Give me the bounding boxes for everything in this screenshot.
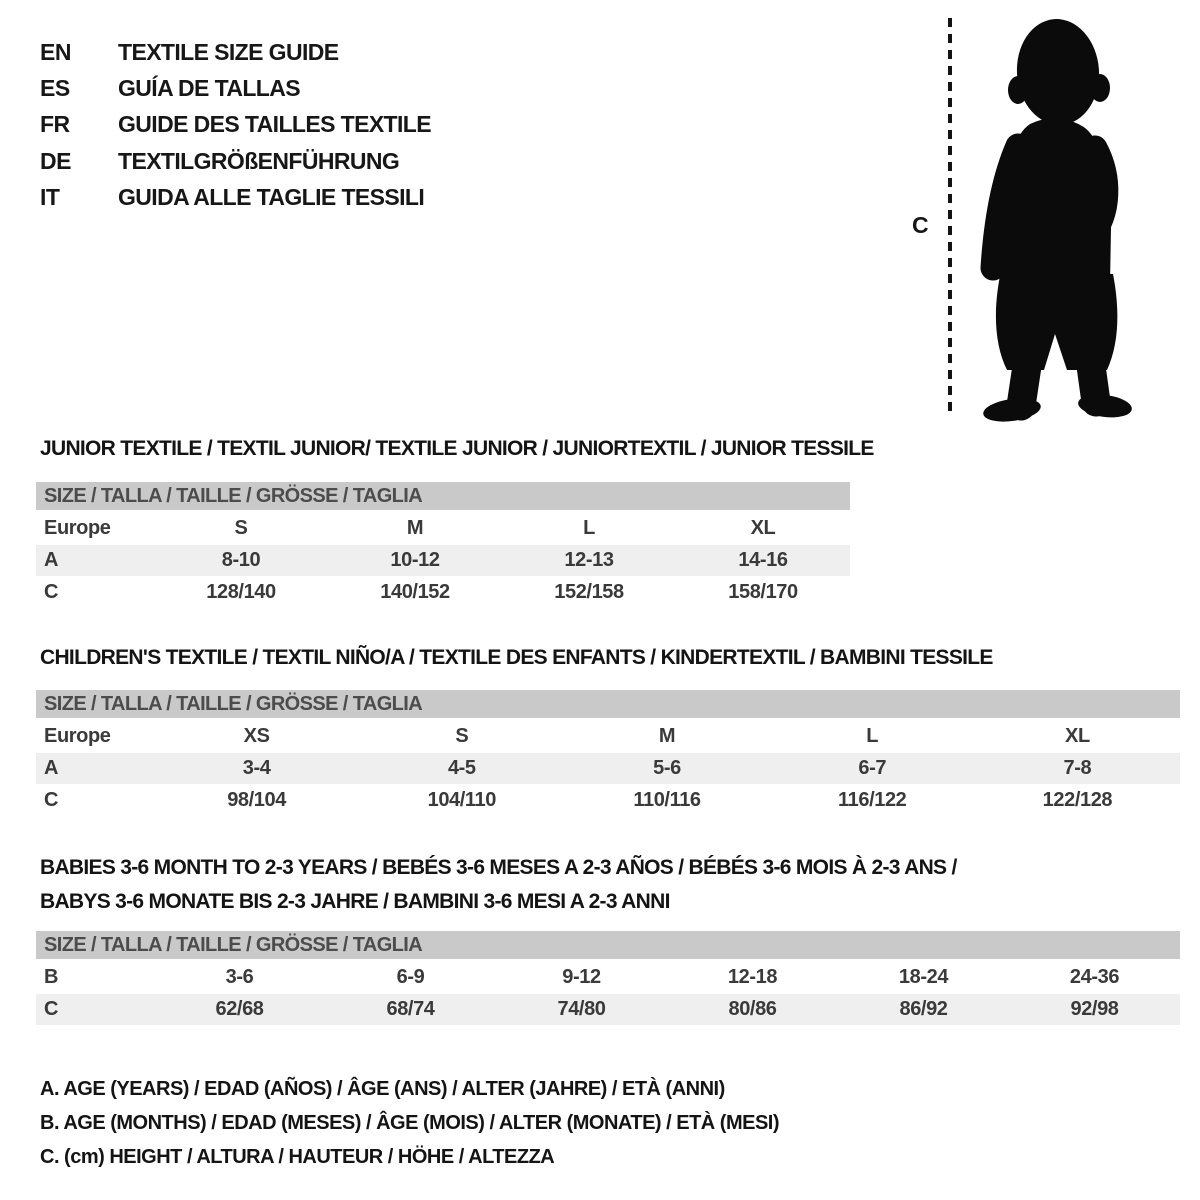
language-code: FR xyxy=(40,111,70,138)
guide-title-es: GUÍA DE TALLAS xyxy=(118,75,300,102)
height-cell: 92/98 xyxy=(1070,998,1119,1020)
guide-title-it: GUIDA ALLE TAGLIE TESSILI xyxy=(118,184,425,211)
language-row-de xyxy=(40,143,431,179)
language-row-es xyxy=(40,70,431,106)
legend-age-months: B. AGE (MONTHS) / EDAD (MESES) / ÂGE (MOIS) / ALTER (MONATE) / ETÀ (MESI) xyxy=(40,1112,780,1134)
table-row-age-years xyxy=(36,545,850,576)
measurement-legend xyxy=(40,1072,779,1174)
size-cell: L xyxy=(866,725,879,747)
height-measure-label: C xyxy=(912,212,929,238)
babies-title-line-1: BABIES 3-6 MONTH TO 2-3 YEARS / BEBÉS 3-6 MESES A 2-3 AÑOS / BÉBÉS 3-6 MOIS À 2-3 ANS / xyxy=(40,856,957,879)
size-cell: XL xyxy=(750,517,776,539)
row-label: B xyxy=(44,966,59,988)
language-row-fr xyxy=(40,107,431,143)
age-cell: 4-5 xyxy=(447,757,476,779)
junior-section-title: JUNIOR TEXTILE / TEXTIL JUNIOR/ TEXTILE JUNIOR / JUNIORTEXTIL / JUNIOR TESSILE xyxy=(40,437,874,460)
age-cell: 3-4 xyxy=(242,757,271,779)
table-row-height-cm xyxy=(36,994,1180,1025)
table-row-age-years xyxy=(36,753,1180,784)
language-code: EN xyxy=(40,38,71,65)
height-cell: 86/92 xyxy=(899,998,948,1020)
language-code: ES xyxy=(40,75,70,102)
toddler-silhouette-icon xyxy=(968,16,1140,422)
guide-title-fr: GUIDE DES TAILLES TEXTILE xyxy=(118,111,431,138)
size-cell: XL xyxy=(1065,725,1090,747)
size-cell: XS xyxy=(243,725,270,747)
size-cell: M xyxy=(406,517,424,539)
age-cell: 9-12 xyxy=(562,966,601,988)
language-row-it xyxy=(40,180,431,216)
age-cell: 6-7 xyxy=(858,757,887,779)
height-cell: 80/86 xyxy=(728,998,777,1020)
age-cell: 10-12 xyxy=(390,549,440,571)
row-label: C xyxy=(44,789,59,811)
age-cell: 24-36 xyxy=(1069,966,1120,988)
legend-height-cm: C. (cm) HEIGHT / ALTURA / HAUTEUR / HÖHE / ALTEZZA xyxy=(40,1146,555,1168)
height-cell: 62/68 xyxy=(215,998,264,1020)
height-cell: 104/110 xyxy=(427,789,496,811)
row-label: A xyxy=(44,549,59,571)
height-cell: 74/80 xyxy=(557,998,606,1020)
table-row-age-months xyxy=(36,962,1180,993)
age-cell: 3-6 xyxy=(225,966,254,988)
age-cell: 14-16 xyxy=(738,549,788,571)
row-label: Europe xyxy=(44,517,111,539)
size-header-bar: SIZE / TALLA / TAILLE / GRÖSSE / TAGLIA xyxy=(36,482,850,510)
age-cell: 5-6 xyxy=(653,757,681,779)
size-cell: S xyxy=(234,517,248,539)
language-title-list xyxy=(40,34,431,216)
row-label: Europe xyxy=(44,725,111,747)
size-header-bar: SIZE / TALLA / TAILLE / GRÖSSE / TAGLIA xyxy=(36,931,1180,959)
height-cell: 158/170 xyxy=(728,581,798,603)
guide-title-de: TEXTILGRÖßENFÜHRUNG xyxy=(118,147,400,174)
junior-size-table xyxy=(36,482,850,609)
height-cell: 68/74 xyxy=(386,998,435,1020)
age-cell: 6-9 xyxy=(396,966,425,988)
height-cell: 128/140 xyxy=(206,581,276,603)
height-cell: 116/122 xyxy=(838,789,907,811)
row-label: A xyxy=(44,757,59,779)
table-row-europe xyxy=(36,721,1180,752)
row-label: C xyxy=(44,998,59,1020)
children-size-table xyxy=(36,690,1180,817)
height-cell: 98/104 xyxy=(227,789,286,811)
age-cell: 18-24 xyxy=(898,966,949,988)
children-section-title: CHILDREN'S TEXTILE / TEXTIL NIÑO/A / TEXTILE DES ENFANTS / KINDERTEXTIL / BAMBINI TESSILE xyxy=(40,646,993,669)
height-cell: 152/158 xyxy=(554,581,624,603)
height-cell: 122/128 xyxy=(1042,789,1113,811)
age-cell: 12-18 xyxy=(727,966,778,988)
language-code: IT xyxy=(40,184,60,211)
row-label: C xyxy=(44,581,59,603)
legend-age-years: A. AGE (YEARS) / EDAD (AÑOS) / ÂGE (ANS) / ALTER (JAHRE) / ETÀ (ANNI) xyxy=(40,1078,725,1100)
babies-title-line-2: BABYS 3-6 MONATE BIS 2-3 JAHRE / BAMBINI 3-6 MESI A 2-3 ANNI xyxy=(40,890,670,913)
size-cell: M xyxy=(658,725,676,747)
age-cell: 12-13 xyxy=(564,549,614,571)
table-row-europe xyxy=(36,513,850,544)
table-row-height-cm xyxy=(36,785,1180,816)
age-cell: 7-8 xyxy=(1063,757,1092,779)
guide-title-en: TEXTILE SIZE GUIDE xyxy=(118,38,339,65)
size-header-bar: SIZE / TALLA / TAILLE / GRÖSSE / TAGLIA xyxy=(36,690,1180,718)
height-measure-dashed-line xyxy=(948,18,952,416)
language-code: DE xyxy=(40,147,71,174)
size-cell: S xyxy=(455,725,469,747)
babies-size-table xyxy=(36,931,1180,1026)
height-cell: 140/152 xyxy=(380,581,450,603)
height-cell: 110/116 xyxy=(633,789,701,811)
table-row-height-cm xyxy=(36,577,850,608)
size-cell: L xyxy=(583,517,595,539)
language-row-en xyxy=(40,34,431,70)
babies-section-title xyxy=(40,851,957,919)
age-cell: 8-10 xyxy=(221,549,261,571)
